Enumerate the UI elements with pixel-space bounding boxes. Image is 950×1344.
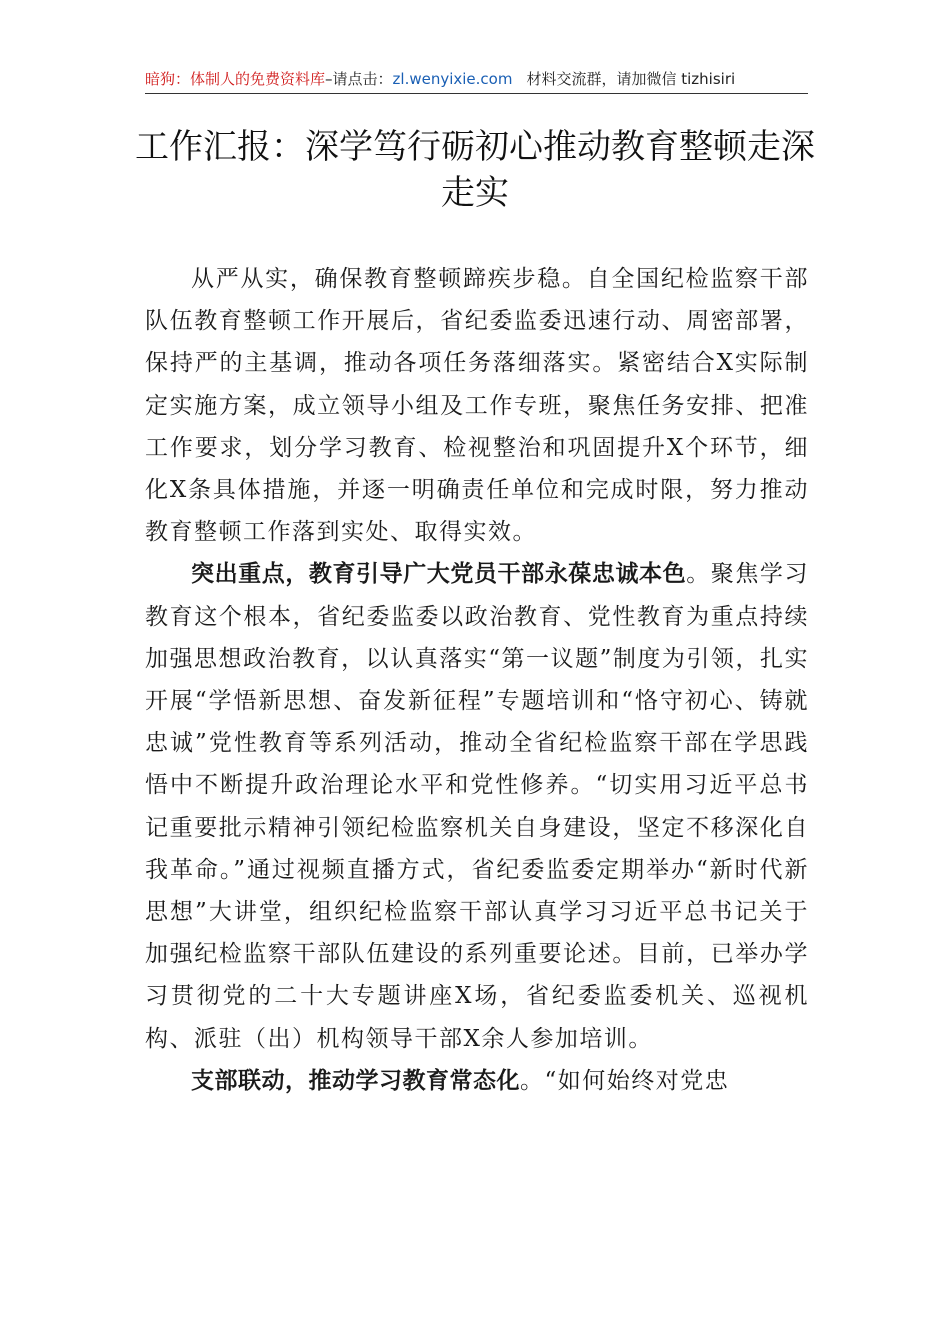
paragraph-2 bbox=[145, 553, 809, 1059]
paragraph-3 bbox=[145, 1060, 809, 1102]
paragraph-text: 从严从实，确保教育整顿蹄疾步稳。自全国纪检监察干部队伍教育整顿工作开展后，省纪委监委迅速行动、周密部署，保持严的主基调，推动各项任务落细落实。紧密结合X实际制定实施方案，成立领导小组及工作专班，聚焦任务安排、把准工作要求，划分学习教育、检视整治和巩固提升X个环节，细化X条具体措施，并逐一明确责任单位和完成时限，努力推动教育整顿工作落到实处、取得实效。 bbox=[145, 266, 809, 546]
paragraph-text: 。聚焦学习教育这个根本，省纪委监委以政治教育、党性教育为重点持续加强思想政治教育，以认真落实“第一议题”制度为引领，扎实开展“学悟新思想、奋发新征程”专题培训和“恪守初心、铸就忠诚”党性教育等系列活动，推动全省纪检监察干部在学思践悟中不断提升政治理论水平和党性修养。“切实用习近平总书记重要批示精神引领纪检监察机关自身建设，坚定不移深化自我革命。”通过视频直播方式，省纪委监委定期举办“新时代新思想”大讲堂，组织纪检监察干部认真学习习近平总书记关于加强纪检监察干部队伍建设的系列重要论述。目前，已举办学习贯彻党的二十大专题讲座X场，省纪委监委机关、巡视机构、派驻（出）机构领导干部X余人参加培训。 bbox=[145, 561, 810, 1052]
header-url-link[interactable]: zl.wenyixie.com bbox=[392, 70, 513, 88]
header-group-note: 材料交流群，请加微信 tizhisiri bbox=[526, 70, 736, 88]
document-title: 工作汇报：深学笃行砺初心推动教育整顿走深走实 bbox=[135, 127, 815, 213]
paragraph-lead: 支部联动，推动学习教育常态化 bbox=[191, 1067, 520, 1094]
paragraph-lead: 突出重点，教育引导广大党员干部永葆忠诚本色 bbox=[191, 561, 687, 588]
page-header bbox=[145, 68, 808, 96]
document-body bbox=[145, 258, 809, 1102]
header-click-prompt: –请点击： bbox=[325, 70, 393, 88]
header-source: 暗狗：体制人的免费资料库 bbox=[145, 70, 326, 88]
paragraph-text: 。“如何始终对党忠 bbox=[520, 1067, 730, 1094]
header-divider bbox=[145, 93, 808, 94]
paragraph-1 bbox=[145, 258, 809, 553]
